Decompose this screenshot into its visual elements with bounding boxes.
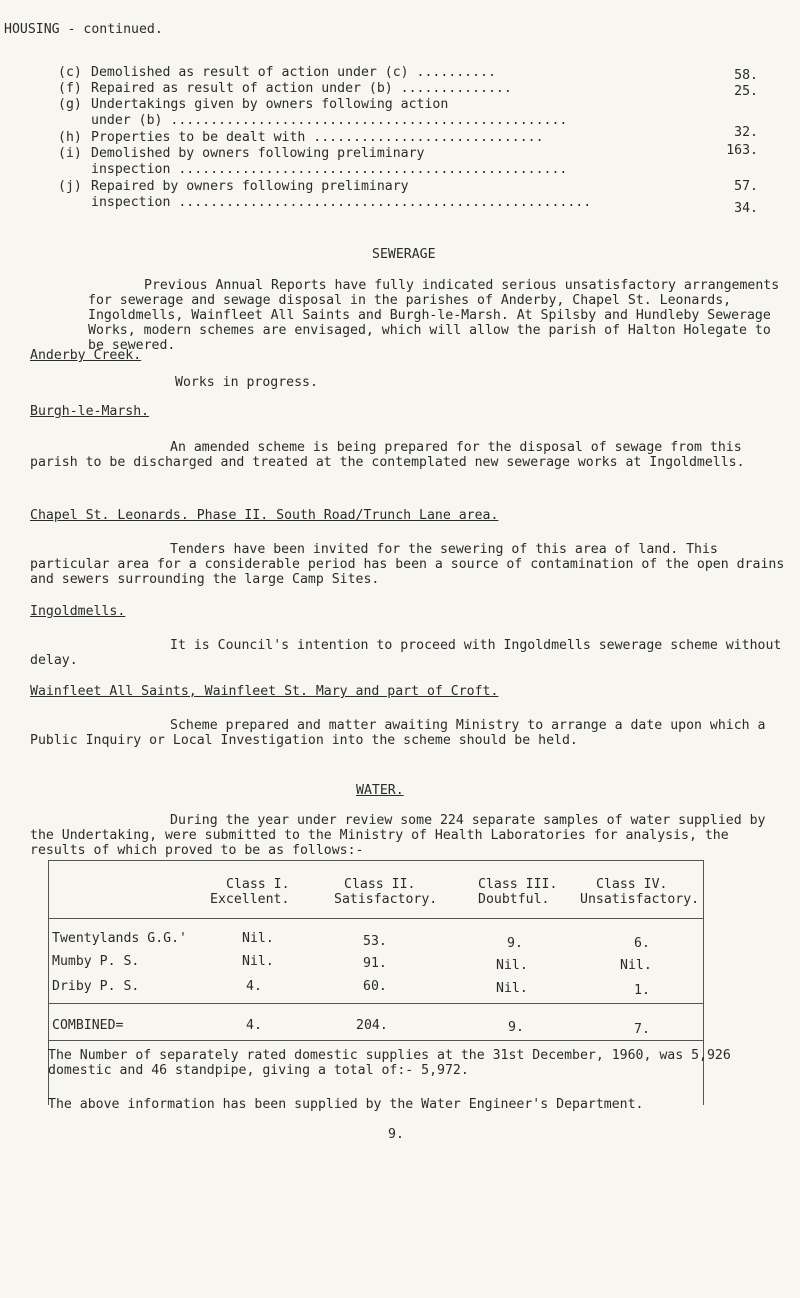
cell-driby-c4: 1. — [634, 983, 650, 998]
row-name-driby: Driby P. S. — [52, 979, 140, 994]
row-name-twentylands: Twentylands G.G.' — [52, 931, 187, 946]
cell-mumby-c3: Nil. — [496, 958, 528, 973]
col-sub-class3: Doubtful. — [478, 892, 550, 907]
water-heading: WATER. — [356, 783, 404, 798]
item-value-i: 163. — [726, 143, 758, 158]
cell-combined-c4: 7. — [634, 1022, 650, 1037]
section-title-burgh: Burgh-le-Marsh. — [30, 404, 150, 419]
cell-twentylands-c2: 53. — [363, 934, 387, 949]
row-name-combined: COMBINED= — [52, 1018, 124, 1033]
item-value-h: 32. — [734, 125, 758, 140]
cell-twentylands-c4: 6. — [634, 936, 650, 951]
item-text-i: Demolished by owners following preliminary — [91, 146, 425, 161]
cell-driby-c3: Nil. — [496, 981, 528, 996]
col-head-class3: Class III. — [478, 877, 558, 892]
col-head-class4: Class IV. — [596, 877, 668, 892]
section-title-wainfleet: Wainfleet All Saints, Wainfleet St. Mary and part of Croft. — [30, 684, 499, 699]
section-body-anderby: Works in progress. — [175, 375, 318, 390]
section-body-chapel: Tenders have been invited for the sewering of this area of land. This particular area for a considerable period has been a source of contamination of the open drains and sewers surrounding the large Camp Sites. — [30, 542, 785, 587]
water-intro: During the year under review some 224 separate samples of water supplied by the Undertaking, were submitted to the Ministry of Health Laboratories for analysis, the results of which proved to be as follows:- — [30, 813, 766, 858]
item-label-i: (i) — [58, 146, 82, 161]
item-value-c: 58. — [734, 68, 758, 83]
page-header: HOUSING - continued. — [4, 22, 163, 37]
section-title-ingoldmells: Ingoldmells. — [30, 604, 126, 619]
col-sub-class4: Unsatisfactory. — [580, 892, 700, 907]
col-head-class1: Class I. — [226, 877, 290, 892]
item-text-g-2: under (b) .................................................. — [91, 113, 568, 128]
cell-combined-c2: 204. — [356, 1018, 388, 1033]
cell-combined-c1: 4. — [246, 1018, 262, 1033]
cell-driby-c2: 60. — [363, 979, 387, 994]
cell-mumby-c4: Nil. — [620, 958, 652, 973]
cell-combined-c3: 9. — [508, 1020, 524, 1035]
item-text-h: Properties to be dealt with ............................. — [91, 130, 544, 145]
water-source: The above information has been supplied by the Water Engineer's Department. — [48, 1097, 644, 1112]
item-label-g: (g) — [58, 97, 82, 112]
water-footnote: The Number of separately rated domestic supplies at the 31st December, 1960, was 5,926 domestic and 46 standpipe, giving a total of:- 5,972. — [48, 1048, 731, 1078]
row-name-mumby: Mumby P. S. — [52, 954, 140, 969]
col-head-class2: Class II. — [344, 877, 416, 892]
item-value-f: 25. — [734, 84, 758, 99]
cell-driby-c1: 4. — [246, 979, 262, 994]
item-label-c: (c) — [58, 65, 82, 80]
section-body-ingoldmells: It is Council's intention to proceed with Ingoldmells sewerage scheme without delay. — [30, 638, 782, 668]
cell-twentylands-c1: Nil. — [242, 931, 274, 946]
section-body-wainfleet: Scheme prepared and matter awaiting Ministry to arrange a date upon which a Public Inquiry or Local Investigation into the scheme should be held. — [30, 718, 766, 748]
cell-mumby-c1: Nil. — [242, 954, 274, 969]
page-number: 9. — [388, 1127, 404, 1142]
sewerage-intro: Previous Annual Reports have fully indicated serious unsatisfactory arrangements for sewerage and sewage disposal in the parishes of Anderby, Chapel St. Leonards, Ingoldmells, Wainfleet All Saints and Burgh-le-Marsh. At Spilsby and Hundleby Sewerage Works, modern schemes are envisaged, which will allow the parish of Halton Holegate to be sewered. — [88, 278, 780, 353]
col-sub-class1: Excellent. — [210, 892, 290, 907]
item-label-f: (f) — [58, 81, 82, 96]
item-text-i-2: inspection ................................................. — [91, 162, 568, 177]
item-label-j: (j) — [58, 179, 82, 194]
item-text-f: Repaired as result of action under (b) .............. — [91, 81, 512, 96]
item-label-h: (h) — [58, 130, 82, 145]
section-title-anderby: Anderby Creek. — [30, 348, 142, 363]
section-body-burgh: An amended scheme is being prepared for the disposal of sewage from this parish to be discharged and treated at the contemplated new sewerage works at Ingoldmells. — [30, 440, 745, 470]
col-sub-class2: Satisfactory. — [334, 892, 438, 907]
section-title-chapel: Chapel St. Leonards. Phase II. South Road/Trunch Lane area. — [30, 508, 499, 523]
item-value-extra: 34. — [734, 201, 758, 216]
sewerage-heading: SEWERAGE — [372, 247, 436, 262]
item-value-j: 57. — [734, 179, 758, 194]
cell-mumby-c2: 91. — [363, 956, 387, 971]
item-text-g: Undertakings given by owners following action — [91, 97, 449, 112]
cell-twentylands-c3: 9. — [507, 936, 523, 951]
item-text-j: Repaired by owners following preliminary — [91, 179, 409, 194]
item-text-j-2: inspection .................................................... — [91, 195, 592, 210]
item-text-c: Demolished as result of action under (c) .......... — [91, 65, 496, 80]
